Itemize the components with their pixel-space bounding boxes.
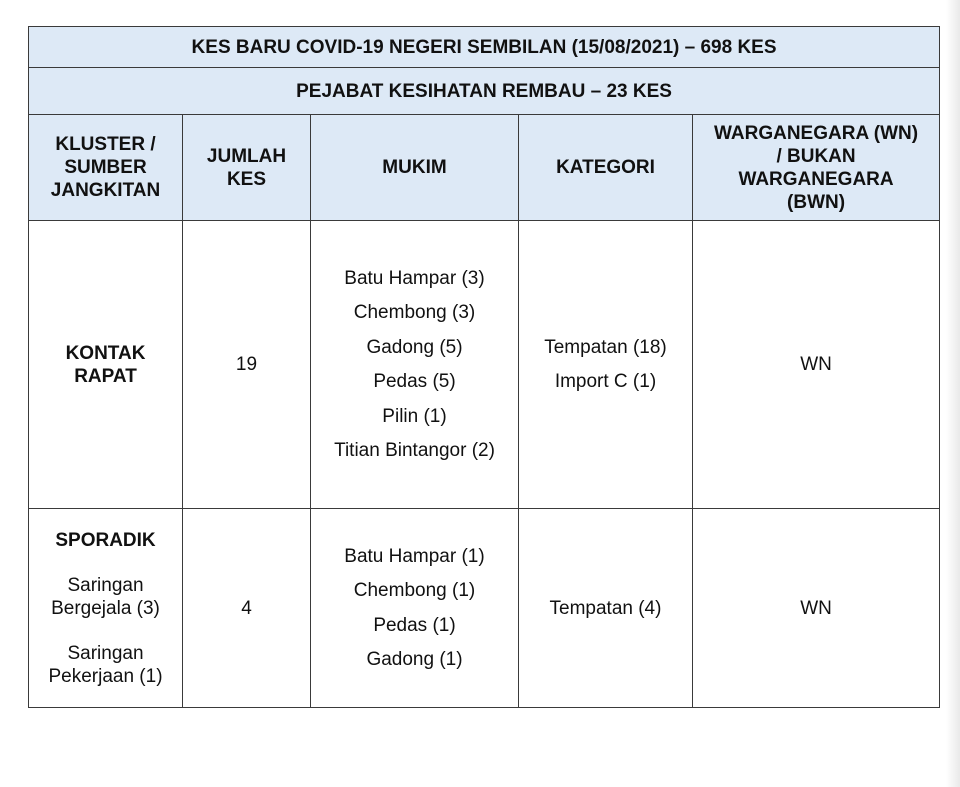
mukim-item: Gadong (1) [366,649,463,671]
mukim-item: Titian Bintangor (2) [334,440,495,462]
header-warganegara [693,115,940,221]
header-jumlah [183,115,311,221]
table-title: KES BARU COVID-19 NEGERI SEMBILAN (15/08/2021) – 698 KES [29,27,940,68]
column-header-row [29,115,940,221]
header-jumlah-line: KES [226,168,267,190]
mukim-item: Pilin (1) [382,405,447,427]
mukim-item: Pedas (1) [373,614,456,636]
table-row-kontak-rapat [29,221,940,509]
kluster-cell [29,509,183,708]
header-wn-line: / BUKAN [776,145,856,167]
table-row-sporadik [29,509,940,708]
kategori-cell [519,221,693,509]
table-subtitle: PEJABAT KESIHATAN REMBAU – 23 KES [29,68,940,115]
kluster-sub-line: Pekerjaan (1) [48,665,163,687]
mukim-cell [311,221,519,509]
header-jumlah-line: JUMLAH [206,145,287,167]
header-kluster-line: SUMBER [64,157,147,178]
kategori-item: Tempatan (18) [544,336,667,358]
page-edge-shadow [946,0,960,787]
kategori-item: Import C (1) [554,371,657,393]
mukim-item: Chembong (1) [353,580,476,602]
title-row [29,27,940,68]
kluster-name-line: SPORADIK [55,529,156,551]
warganegara-cell: WN [693,221,940,509]
header-kategori: KATEGORI [519,115,693,221]
kluster-cell [29,221,183,509]
spacer [33,552,178,574]
mukim-item: Pedas (5) [373,371,456,393]
kluster-sub-line: Bergejala (3) [51,597,160,619]
header-kluster-line: KLUSTER / [55,134,156,155]
kluster-sub-line: Saringan [67,574,144,596]
jumlah-cell: 19 [183,221,311,509]
kategori-item: Tempatan (4) [549,597,662,619]
kluster-sub-line: Saringan [67,642,144,664]
mukim-item: Chembong (3) [353,302,476,324]
jumlah-cell: 4 [183,509,311,708]
header-wn-line: (BWN) [787,191,846,213]
kategori-cell [519,509,693,708]
covid-cases-table [28,26,940,708]
kluster-name-line: KONTAK [65,342,146,364]
spacer [33,620,178,642]
mukim-item: Gadong (5) [366,336,463,358]
header-kluster-line: JANGKITAN [50,180,161,201]
header-wn-line: WARGANEGARA [738,168,894,190]
mukim-cell [311,509,519,708]
mukim-item: Batu Hampar (3) [344,267,485,289]
mukim-item: Batu Hampar (1) [344,545,485,567]
subtitle-row [29,68,940,115]
kluster-name-line: RAPAT [74,365,137,387]
header-mukim: MUKIM [311,115,519,221]
warganegara-cell: WN [693,509,940,708]
header-kluster [29,115,183,221]
header-wn-line: WARGANEGARA (WN) [714,122,919,144]
